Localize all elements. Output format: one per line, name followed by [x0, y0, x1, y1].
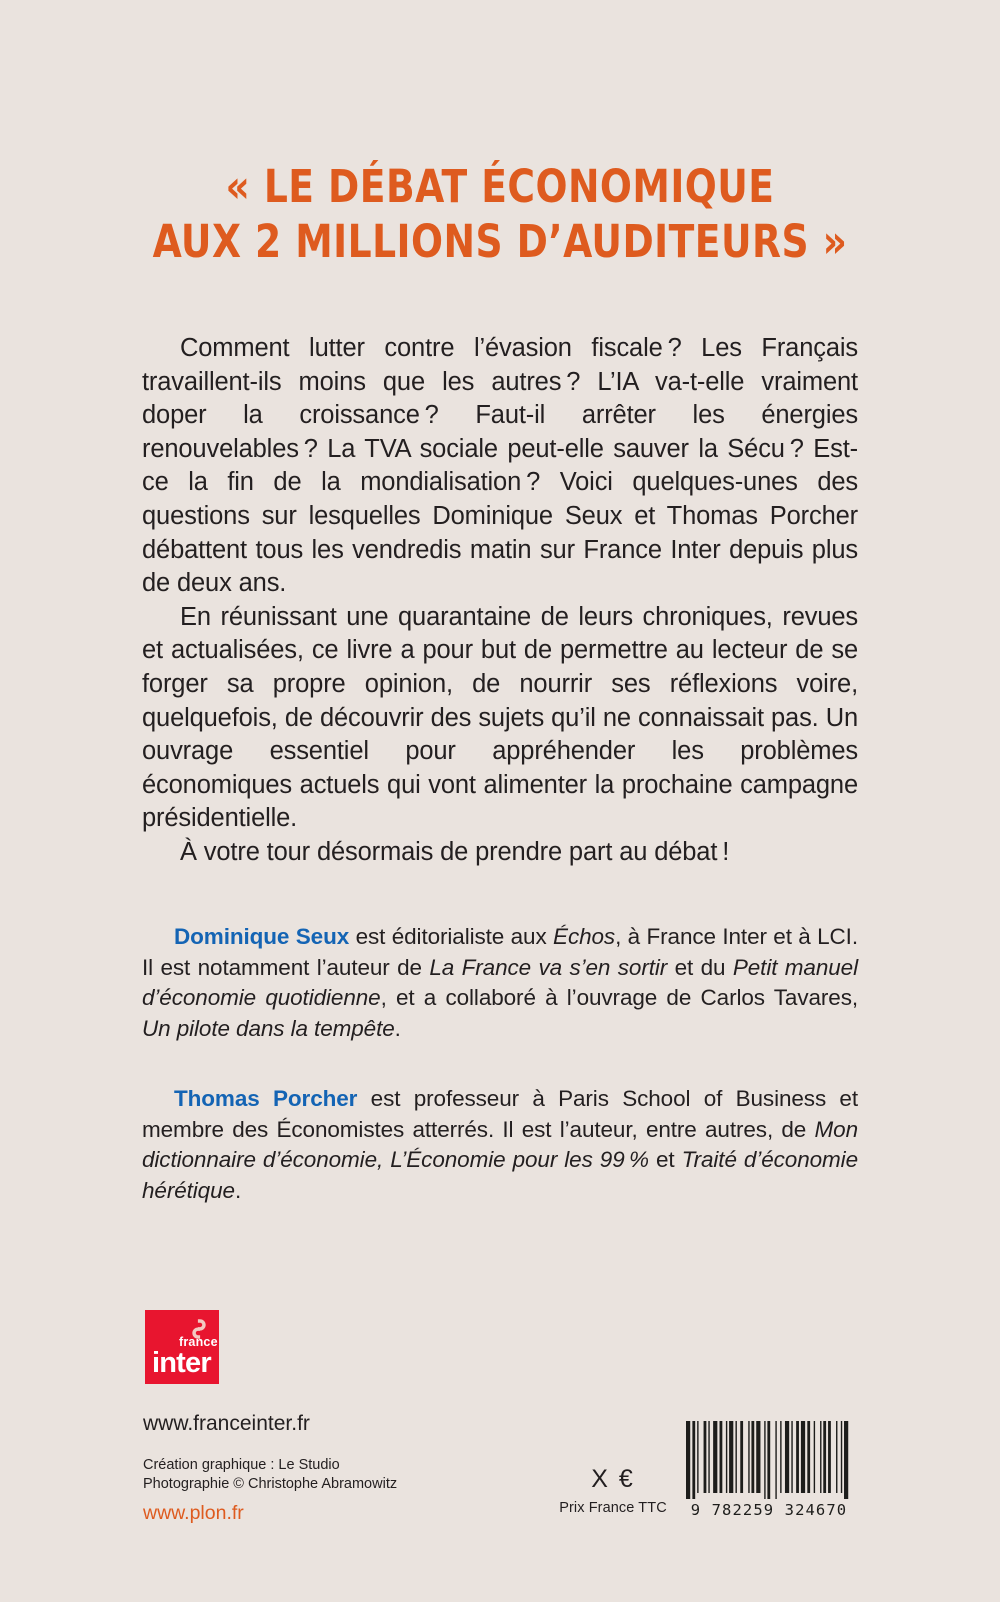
bio-porcher-text-2: et	[648, 1147, 682, 1172]
bio-seux-text-4: , et a collaboré à l’ouvrage de Carlos Tavares,	[380, 985, 858, 1010]
france-inter-url[interactable]: www.franceinter.fr	[143, 1412, 310, 1435]
blurb-paragraph-1: Comment lutter contre l’évasion fiscale ? Les Français travaillent-ils moins que les autres ? L’IA va-t-elle vraiment doper la croissance ? Faut-il arrêter les énergies renouvelables ? La TVA sociale peut-elle sauver la Sécu ? Est-ce la fin de la mondialisation ? Voici quelques-unes des questions sur lesquelles Dominique Seux et Thomas Porcher débattent tous les vendredis matin sur France Inter depuis plus de deux ans.	[142, 334, 858, 598]
bio-seux-text-5: .	[394, 1015, 401, 1041]
france-inter-logo	[145, 1310, 219, 1384]
author-bio-porcher	[142, 1084, 858, 1206]
blurb-text	[142, 332, 858, 870]
bio-porcher-text-1: est professeur à Paris School of Business et membre des Économistes atterrés. Il est l’auteur, entre autres, de	[142, 1086, 859, 1142]
credits-block	[143, 1456, 397, 1494]
price-block	[548, 1466, 678, 1516]
france-inter-wordmark	[152, 1336, 218, 1379]
bio-porcher-text-3: .	[234, 1177, 242, 1203]
publisher-url[interactable]: www.plon.fr	[143, 1502, 244, 1524]
logo-word-france: france	[179, 1334, 218, 1349]
author-name-seux: Dominique Seux	[174, 924, 350, 949]
page-title	[35, 160, 965, 270]
bio-seux-text-3: et du	[667, 954, 733, 980]
author-bio-seux	[142, 922, 858, 1044]
author-name-porcher: Thomas Porcher	[174, 1086, 358, 1111]
bio-seux-text-1: est éditorialiste aux	[349, 924, 554, 949]
price-label: Prix France TTC	[559, 1499, 667, 1516]
logo-word-inter: inter	[152, 1347, 211, 1379]
bio-porcher-italic-1: Mon dictionnaire d’économie, L’Économie pour les 99 %	[142, 1116, 858, 1172]
headline-line-2: AUX 2 MILLIONS D’AUDITEURS »	[152, 214, 848, 268]
isbn-barcode	[686, 1421, 852, 1499]
blurb-paragraph-2: En réunissant une quarantaine de leurs chroniques, revues et actualisées, ce livre a pour but de permettre au lecteur de se forger sa propre opinion, de nourrir ses réflexions voire, quelquefois, de découvrir des sujets qu’il ne connaissait pas. Un ouvrage essentiel pour appréhender les problèmes économiques actuels qui vont alimenter la prochaine campagne présidentielle.	[142, 602, 858, 833]
blurb-paragraph-3: À votre tour désormais de prendre part au débat !	[180, 837, 730, 866]
bio-porcher-italic-2: Traité d’économie hérétique	[142, 1147, 858, 1203]
credit-photo: Photographie © Christophe Abramowitz	[143, 1476, 398, 1492]
bio-seux-italic-2: La France va s’en sortir	[429, 954, 668, 980]
bio-seux-italic-4: Un pilote dans la tempête	[142, 1015, 395, 1041]
bio-seux-italic-3: Petit manuel d’économie quotidienne	[142, 954, 858, 1010]
author-bios	[142, 922, 858, 1206]
headline-line-1: « LE DÉBAT ÉCONOMIQUE	[225, 160, 775, 213]
isbn-digits: 9 782259 324670	[690, 1501, 848, 1519]
price-amount: X €	[591, 1465, 635, 1493]
barcode-block	[686, 1421, 852, 1519]
credit-design: Création graphique : Le Studio	[143, 1457, 340, 1473]
bio-seux-text-2: , à France Inter et à LCI. Il est notamment l’auteur de	[142, 924, 858, 980]
bio-seux-italic-1: Échos	[553, 924, 616, 949]
